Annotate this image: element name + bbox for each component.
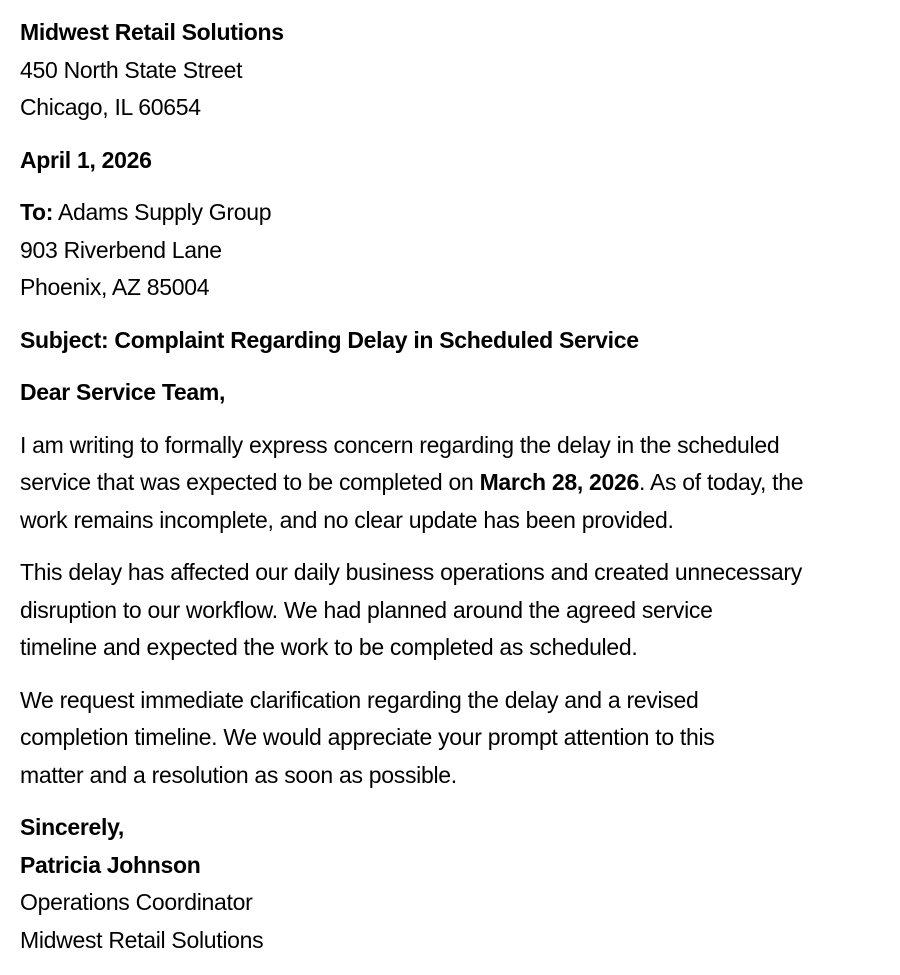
closing-name: Patricia Johnson	[20, 851, 201, 878]
date-block	[20, 142, 882, 180]
due-date-emphasis: March 28, 2026	[479, 469, 640, 495]
recipient-city: Phoenix, AZ 85004	[20, 274, 210, 300]
salutation: Dear Service Team,	[20, 379, 226, 405]
paragraph-2-line-3: timeline and expected the work to be completed as scheduled.	[20, 634, 638, 660]
paragraph-3-line-3: matter and a resolution as soon as possible.	[20, 761, 457, 788]
paragraph-2-line-1: This delay has affected our daily business operations and created unnecessary	[20, 559, 802, 585]
body-paragraph-3	[20, 682, 882, 795]
body-paragraph-1	[20, 427, 882, 540]
salutation-block	[20, 374, 882, 412]
closing-role: Operations Coordinator	[20, 889, 253, 915]
closing-company: Midwest Retail Solutions	[20, 926, 264, 953]
paragraph-1-line-2: service that was expected to be completed on March 28, 2026. As of today, the	[20, 469, 804, 495]
letter-date: April 1, 2026	[20, 146, 152, 173]
closing-block	[20, 809, 882, 959]
body-paragraph-2	[20, 554, 882, 667]
recipient-name: Adams Supply Group	[53, 199, 272, 225]
recipient-street: 903 Riverbend Lane	[20, 236, 222, 263]
recipient-name-line	[20, 194, 882, 232]
paragraph-1-line-3: work remains incomplete, and no clear update has been provided.	[20, 506, 674, 533]
subject-line: Subject: Complaint Regarding Delay in Scheduled Service	[20, 326, 639, 353]
paragraph-3-line-1: We request immediate clarification regarding the delay and a revised	[20, 686, 699, 713]
to-label: To:	[20, 199, 54, 225]
subject-block	[20, 322, 882, 360]
paragraph-2-line-2: disruption to our workflow. We had planned around the agreed service	[20, 596, 713, 623]
sender-city: Chicago, IL 60654	[20, 94, 201, 120]
sender-block	[20, 14, 882, 127]
closing-signoff: Sincerely,	[20, 814, 124, 840]
recipient-block	[20, 194, 882, 307]
paragraph-1-line-1: I am writing to formally express concern regarding the delay in the scheduled	[20, 431, 780, 458]
sender-company: Midwest Retail Solutions	[20, 19, 284, 45]
sender-street: 450 North State Street	[20, 56, 243, 83]
paragraph-3-line-2: completion timeline. We would appreciate your prompt attention to this	[20, 724, 715, 750]
